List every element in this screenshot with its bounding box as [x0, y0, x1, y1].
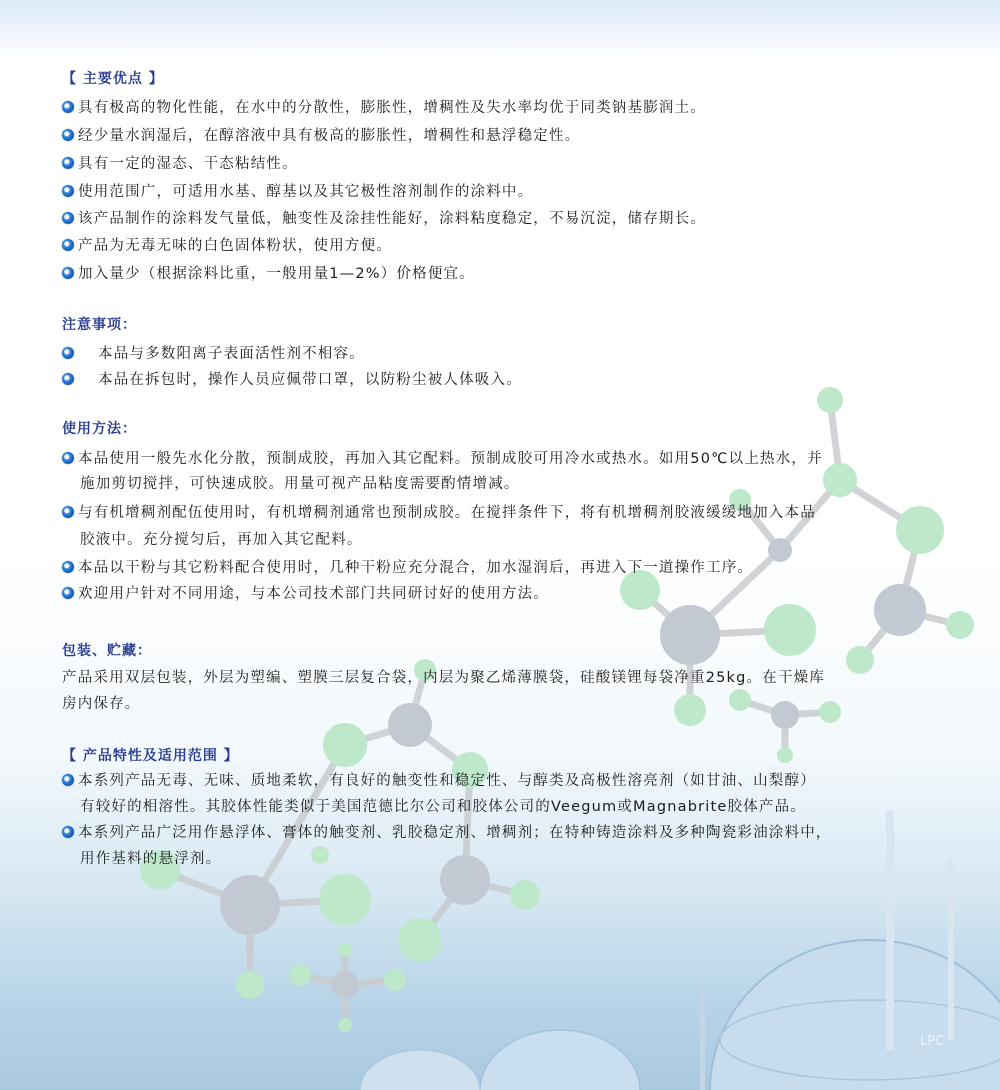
bullet-icon [62, 101, 74, 113]
packaging-text: 产品采用双层包装，外层为塑编、塑膜三层复合袋，内层为聚乙烯薄膜袋，硅酸镁锂每袋净重25kg。在干燥库 [62, 670, 826, 686]
feature-item: 本系列产品广泛用作悬浮体、膏体的触变剂、乳胶稳定剂、增稠剂；在特种铸造涂料及多种陶瓷彩油涂料中， [62, 820, 832, 846]
usage-heading: 使用方法： [62, 421, 137, 437]
usage-item: 本品以干粉与其它粉料配合使用时，几种干粉应充分混合，加水湿润后，再进入下一道操作工序。 [62, 555, 753, 581]
bullet-icon [62, 239, 74, 251]
bullet-icon [62, 185, 74, 197]
usage-item-continuation: 施加剪切搅拌，可快速成胶。用量可视产品粘度需要酌情增减。 [80, 476, 520, 492]
bullet-icon [62, 452, 74, 464]
packaging-text: 房内保存。 [62, 696, 141, 712]
feature-item-continuation: 有较好的相溶性。其胶体性能类似于美国范德比尔公司和胶体公司的Veegum或Magnabrite胶体产品。 [80, 799, 807, 815]
packaging-heading: 包装、贮藏： [62, 643, 152, 659]
feature-item-continuation: 用作基料的悬浮剂。 [80, 851, 222, 867]
bullet-icon [62, 587, 74, 599]
advantage-item: 产品为无毒无味的白色固体粉状，使用方便。 [62, 233, 392, 259]
note-item: 本品与多数阳离子表面活性剂不相容。 [62, 341, 365, 367]
bullet-icon [62, 826, 74, 838]
feature-item: 本系列产品无毒、无味、质地柔软，有良好的触变性和稳定性、与醇类及高极性溶亮剂（如甘油、山梨醇） [62, 768, 816, 794]
bullet-icon [62, 373, 74, 385]
bullet-icon [62, 129, 74, 141]
advantage-item: 经少量水润湿后，在醇溶液中具有极高的膨胀性，增稠性和悬浮稳定性。 [62, 123, 580, 149]
bullet-icon [62, 561, 74, 573]
advantage-item: 该产品制作的涂料发气量低，触变性及涂挂性能好，涂料粘度稳定，不易沉淀，储存期长。 [62, 206, 706, 232]
usage-item: 欢迎用户针对不同用途，与本公司技术部门共同研讨好的使用方法。 [62, 581, 549, 607]
notes-heading: 注意事项： [62, 317, 137, 333]
bullet-icon [62, 157, 74, 169]
usage-item: 与有机增稠剂配伍使用时，有机增稠剂通常也预制成胶。在搅拌条件下，将有机增稠剂胶液缓缓地加入本品 [62, 500, 816, 526]
usage-item: 本品使用一般先水化分散，预制成胶，再加入其它配料。预制成胶可用冷水或热水。如用50℃以上热水，并 [62, 446, 823, 472]
advantage-item: 具有极高的物化性能，在水中的分散性，膨胀性，增稠性及失水率均优于同类钠基膨润土。 [62, 95, 706, 121]
advantages-heading: 【 主要优点 】 [62, 71, 164, 87]
usage-item-continuation: 胶液中。充分搅匀后，再加入其它配料。 [80, 532, 363, 548]
bullet-icon [62, 506, 74, 518]
advantage-item: 具有一定的湿态、干态粘结性。 [62, 151, 298, 177]
bullet-icon [62, 267, 74, 279]
features-heading: 【 产品特性及适用范围 】 [62, 748, 239, 764]
bullet-icon [62, 347, 74, 359]
note-item: 本品在拆包时，操作人员应佩带口罩，以防粉尘被人体吸入。 [62, 367, 522, 393]
bullet-icon [62, 212, 74, 224]
advantage-item: 加入量少（根据涂料比重，一般用量1—2%）价格便宜。 [62, 261, 475, 287]
watermark: LPC [920, 1034, 945, 1049]
bullet-icon [62, 774, 74, 786]
advantage-item: 使用范围广，可适用水基、醇基以及其它极性溶剂制作的涂料中。 [62, 179, 533, 205]
